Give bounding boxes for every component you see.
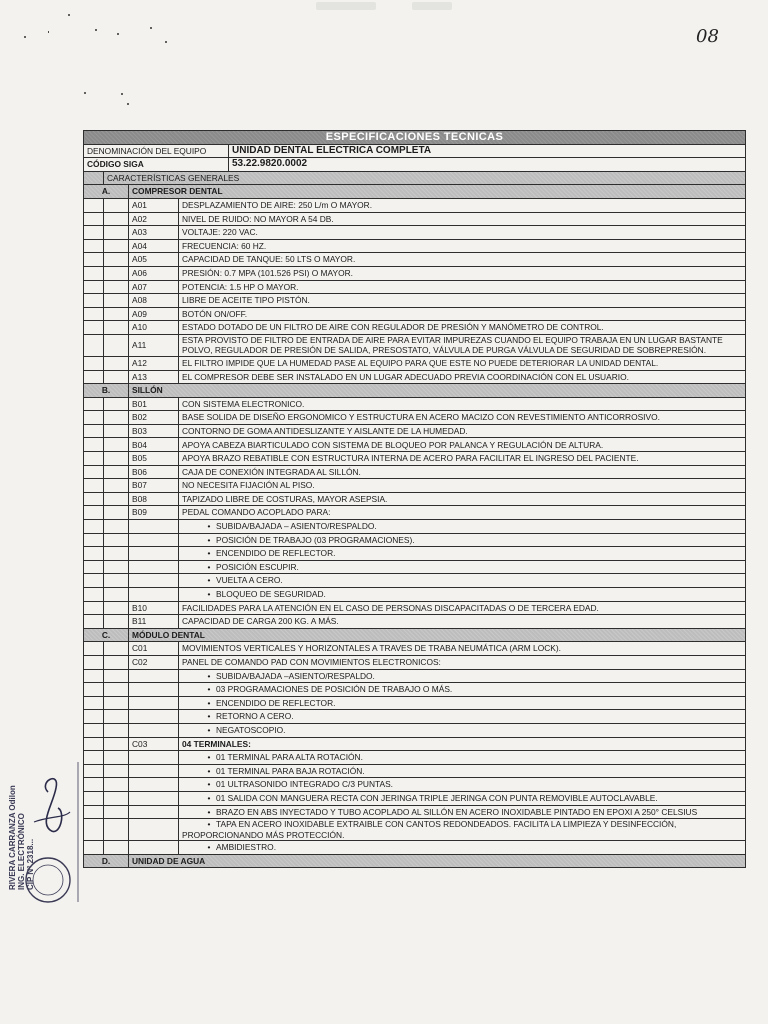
spec-item-row — [84, 751, 746, 765]
item-text-content: EL COMPRESOR DEBE SER INSTALADO EN UN LUGAR ADECUADO PREVIA COORDINACIÓN CON EL USUARIO. — [182, 371, 629, 382]
item-text-content: 01 TERMINAL PARA ALTA ROTACIÓN. — [216, 752, 363, 763]
item-text — [179, 334, 746, 356]
spec-item-row — [84, 778, 746, 792]
bullet-icon: • — [207, 561, 211, 572]
item-text — [179, 791, 746, 805]
item-text-content: CAPACIDAD DE TANQUE: 50 LTS O MAYOR. — [182, 254, 356, 265]
section-letter: D. — [84, 854, 129, 868]
item-code — [129, 588, 179, 602]
item-code: B02 — [129, 411, 179, 425]
item-text — [179, 479, 746, 493]
item-text — [179, 841, 746, 855]
spec-item-row — [84, 226, 746, 240]
item-code: A12 — [129, 356, 179, 370]
section-title: SILLÓN — [129, 384, 746, 398]
spec-item-row — [84, 642, 746, 656]
item-code: A13 — [129, 370, 179, 384]
section-row — [84, 854, 746, 868]
scan-speck — [150, 27, 152, 29]
item-text-content: 01 ULTRASONIDO INTEGRADO C/3 PUNTAS. — [216, 779, 393, 790]
item-code — [129, 791, 179, 805]
spec-item-row — [84, 723, 746, 737]
spec-item-row — [84, 601, 746, 615]
item-code — [129, 547, 179, 561]
item-text-content: LIBRE DE ACEITE TIPO PISTÓN. — [182, 295, 310, 306]
item-code: A03 — [129, 226, 179, 240]
item-text — [179, 615, 746, 629]
item-code — [129, 764, 179, 778]
item-text-content: POTENCIA: 1.5 HP O MAYOR. — [182, 281, 299, 292]
item-text — [179, 321, 746, 335]
item-text — [179, 805, 746, 819]
spec-item-row — [84, 520, 746, 534]
item-text-content: APOYA BRAZO REBATIBLE CON ESTRUCTURA INTERNA DE ACERO PARA FACILITAR EL INGRESO DEL PACIENTE. — [182, 453, 639, 464]
spec-item-row — [84, 212, 746, 226]
item-text-content: BLOQUEO DE SEGURIDAD. — [216, 589, 326, 600]
item-text — [179, 253, 746, 267]
spec-item-row — [84, 424, 746, 438]
spec-item-row — [84, 370, 746, 384]
siga-row — [84, 158, 746, 172]
item-text-content: SUBIDA/BAJADA –ASIENTO/RESPALDO. — [216, 670, 375, 681]
item-text-content: NEGATOSCOPIO. — [216, 724, 286, 735]
bullet-icon: • — [207, 575, 211, 586]
section-row — [84, 384, 746, 398]
item-text — [179, 723, 746, 737]
section-title: MÓDULO DENTAL — [129, 628, 746, 642]
spec-item-row — [84, 411, 746, 425]
item-text-content: NIVEL DE RUIDO: NO MAYOR A 54 DB. — [182, 213, 334, 224]
item-code: A05 — [129, 253, 179, 267]
scan-speck — [121, 93, 123, 95]
bullet-icon: • — [207, 670, 211, 681]
item-text — [179, 710, 746, 724]
spec-item-row — [84, 669, 746, 683]
item-code: B06 — [129, 465, 179, 479]
spec-item-row — [84, 356, 746, 370]
spec-item-row — [84, 710, 746, 724]
spec-item-row — [84, 683, 746, 697]
item-text — [179, 778, 746, 792]
table-title-row — [84, 131, 746, 145]
section-row — [84, 628, 746, 642]
item-code: B03 — [129, 424, 179, 438]
item-code: B09 — [129, 506, 179, 520]
item-text-content: EL FILTRO IMPIDE QUE LA HUMEDAD PASE AL EQUIPO PARA QUE ESTE NO PUEDE DETERIORAR LA UNIDAD DENTAL. — [182, 357, 659, 368]
item-text-content: ENCENDIDO DE REFLECTOR. — [216, 697, 336, 708]
item-text-content: RETORNO A CERO. — [216, 711, 294, 722]
section-title: COMPRESOR DENTAL — [129, 185, 746, 199]
item-text — [179, 642, 746, 656]
spec-item-row — [84, 737, 746, 751]
item-text — [179, 294, 746, 308]
bullet-icon: • — [207, 779, 211, 790]
spec-item-row — [84, 397, 746, 411]
item-text-content: VUELTA A CERO. — [216, 575, 283, 586]
item-text — [179, 424, 746, 438]
item-code: A02 — [129, 212, 179, 226]
bullet-icon: • — [207, 752, 211, 763]
spec-item-row — [84, 307, 746, 321]
item-text — [179, 212, 746, 226]
item-text — [179, 655, 746, 669]
item-text-content: BOTÓN ON/OFF. — [182, 308, 248, 319]
item-code: B08 — [129, 492, 179, 506]
item-code — [129, 710, 179, 724]
scan-speck — [24, 36, 26, 38]
item-text-content: VOLTAJE: 220 VAC. — [182, 227, 258, 238]
item-text-content: TAPA EN ACERO INOXIDABLE EXTRAIBLE CON CANTOS REDONDEADOS. FACILITA LA LIMPIEZA Y DESINFECCIÓN, PROPORCIONANDO MÁS PROTECCIÓN. — [182, 819, 677, 840]
bullet-icon: • — [207, 548, 211, 559]
spec-item-row — [84, 506, 746, 520]
spec-item-row — [84, 465, 746, 479]
spec-item-row — [84, 805, 746, 819]
spec-item-row — [84, 533, 746, 547]
item-text — [179, 411, 746, 425]
bullet-icon: • — [207, 819, 211, 830]
spec-item-row — [84, 321, 746, 335]
item-text — [179, 764, 746, 778]
item-code — [129, 520, 179, 534]
item-text — [179, 574, 746, 588]
scan-speck — [48, 31, 49, 33]
spec-item-row — [84, 819, 746, 841]
spec-item-row — [84, 560, 746, 574]
item-code: B11 — [129, 615, 179, 629]
item-code: A09 — [129, 307, 179, 321]
bullet-icon: • — [207, 806, 211, 817]
item-text-content: ENCENDIDO DE REFLECTOR. — [216, 548, 336, 559]
item-code — [129, 533, 179, 547]
bullet-icon: • — [207, 589, 211, 600]
scan-speck — [117, 33, 119, 35]
item-code: B05 — [129, 452, 179, 466]
item-code: A10 — [129, 321, 179, 335]
equipment-label: DENOMINACIÓN DEL EQUIPO — [84, 144, 229, 158]
item-text — [179, 533, 746, 547]
bullet-icon: • — [207, 684, 211, 695]
item-text-content: TAPIZADO LIBRE DE COSTURAS, MAYOR ASEPSIA. — [182, 493, 388, 504]
section-letter: B. — [84, 384, 129, 398]
bleed-through-mark — [316, 2, 376, 10]
item-text-content: 03 PROGRAMACIONES DE POSICIÓN DE TRABAJO O MÁS. — [216, 684, 453, 695]
item-code: A11 — [129, 334, 179, 356]
item-code: C02 — [129, 655, 179, 669]
item-text — [179, 696, 746, 710]
item-text — [179, 588, 746, 602]
item-code — [129, 683, 179, 697]
spec-item-row — [84, 655, 746, 669]
item-text — [179, 520, 746, 534]
item-text — [179, 547, 746, 561]
item-text — [179, 465, 746, 479]
item-text — [179, 280, 746, 294]
spec-item-row — [84, 438, 746, 452]
item-code: C01 — [129, 642, 179, 656]
siga-label: CÓDIGO SIGA — [84, 158, 229, 172]
item-text-content: POSICIÓN DE TRABAJO (03 PROGRAMACIONES). — [216, 534, 415, 545]
item-code — [129, 723, 179, 737]
section-letter: C. — [84, 628, 129, 642]
general-heading-row — [84, 171, 746, 185]
spec-item-row — [84, 266, 746, 280]
item-text-content: CONTORNO DE GOMA ANTIDESLIZANTE Y AISLANTE DE LA HUMEDAD. — [182, 425, 468, 436]
item-text — [179, 198, 746, 212]
item-text-content: PANEL DE COMANDO PAD CON MOVIMIENTOS ELECTRONICOS: — [182, 657, 441, 668]
item-text-content: ESTADO DOTADO DE UN FILTRO DE AIRE CON REGULADOR DE PRESIÓN Y MANÓMETRO DE CONTROL. — [182, 322, 604, 333]
item-code: A06 — [129, 266, 179, 280]
item-text — [179, 356, 746, 370]
item-code: A07 — [129, 280, 179, 294]
item-text-content: CAPACIDAD DE CARGA 200 KG. A MÁS. — [182, 616, 339, 627]
item-code — [129, 778, 179, 792]
bullet-icon: • — [207, 765, 211, 776]
item-code: B04 — [129, 438, 179, 452]
item-code: B07 — [129, 479, 179, 493]
item-text — [179, 737, 746, 751]
item-text-content: BRAZO EN ABS INYECTADO Y TUBO ACOPLADO AL SILLÓN EN ACERO INOXIDABLE PINTADO EN EPOXI A 250° CELSIUS — [216, 806, 698, 817]
item-code — [129, 669, 179, 683]
stamp-line: ING. ELECTRÓNICO — [17, 813, 26, 890]
item-code — [129, 696, 179, 710]
item-text — [179, 307, 746, 321]
item-text-content: SUBIDA/BAJADA – ASIENTO/RESPALDO. — [216, 521, 377, 532]
bullet-icon: • — [207, 842, 211, 853]
item-text — [179, 226, 746, 240]
item-code — [129, 805, 179, 819]
item-text-content: CON SISTEMA ELECTRONICO. — [182, 398, 305, 409]
item-text-content: FRECUENCIA: 60 HZ. — [182, 240, 267, 251]
spec-item-row — [84, 479, 746, 493]
item-code: C03 — [129, 737, 179, 751]
spec-item-row — [84, 239, 746, 253]
scan-speck — [68, 14, 70, 16]
item-text-content: NO NECESITA FIJACIÓN AL PISO. — [182, 480, 315, 491]
stamp-line: RIVERA CARRANZA Odilon — [8, 785, 17, 890]
item-text — [179, 751, 746, 765]
equipment-row — [84, 144, 746, 158]
item-text — [179, 438, 746, 452]
item-code: A08 — [129, 294, 179, 308]
item-text-content: FACILIDADES PARA LA ATENCIÓN EN EL CASO DE PERSONAS DISCAPACITADAS O DE TERCERA EDAD. — [182, 602, 599, 613]
item-text-content: DESPLAZAMIENTO DE AIRE: 250 L/m O MAYOR. — [182, 200, 373, 211]
spec-item-row — [84, 696, 746, 710]
stamp-line: CIP N° 2318... — [26, 838, 35, 890]
bullet-icon: • — [207, 534, 211, 545]
spec-item-row — [84, 294, 746, 308]
item-text-content: MOVIMIENTOS VERTICALES Y HORIZONTALES A TRAVES DE TRABA NEUMÁTICA (ARM LOCK). — [182, 643, 561, 654]
item-text-content: ESTA PROVISTO DE FILTRO DE ENTRADA DE AIRE PARA EVITAR IMPUREZAS CUANDO EL EQUIPO TRABAJA EN UN LUGAR BASTANTE POLVO, REGULADOR DE PRESIÓN DE SALIDA, PRESOSTATO, VÁLVULA DE PURGA VÁLVULA DE SEGURIDAD DE SOBREPRESIÓN. — [182, 334, 723, 356]
spec-item-row — [84, 452, 746, 466]
item-text-content: CAJA DE CONEXIÓN INTEGRADA AL SILLÓN. — [182, 466, 361, 477]
item-code: B10 — [129, 601, 179, 615]
scan-speck — [165, 41, 167, 43]
spec-item-row — [84, 588, 746, 602]
item-text — [179, 506, 746, 520]
item-code — [129, 751, 179, 765]
spec-item-row — [84, 574, 746, 588]
item-text — [179, 669, 746, 683]
scan-speck — [127, 103, 129, 105]
bullet-icon: • — [207, 792, 211, 803]
item-text — [179, 492, 746, 506]
item-text-content: BASE SOLIDA DE DISEÑO ERGONOMICO Y ESTRUCTURA EN ACERO MACIZO CON REVESTIMIENTO ANTICORROSIVO. — [182, 412, 660, 423]
item-code — [129, 574, 179, 588]
item-code: B01 — [129, 397, 179, 411]
bullet-icon: • — [207, 521, 211, 532]
item-text — [179, 266, 746, 280]
spec-item-row — [84, 547, 746, 561]
item-text — [179, 397, 746, 411]
table-title: ESPECIFICACIONES TECNICAS — [84, 131, 746, 145]
item-text — [179, 601, 746, 615]
spec-item-row — [84, 198, 746, 212]
bullet-icon: • — [207, 711, 211, 722]
item-text — [179, 560, 746, 574]
item-text — [179, 452, 746, 466]
bleed-through-mark — [412, 2, 452, 10]
item-text-content: 01 SALIDA CON MANGUERA RECTA CON JERINGA TRIPLE JERINGA CON PUNTA REMOVIBLE AUTOCLAVABLE. — [216, 792, 658, 803]
item-text-content: POSICIÓN ESCUPIR. — [216, 561, 299, 572]
scan-speck — [95, 29, 97, 31]
item-text — [179, 239, 746, 253]
spec-item-row — [84, 615, 746, 629]
item-text — [179, 683, 746, 697]
section-letter: A. — [84, 185, 129, 199]
item-text-content: AMBIDIESTRO. — [216, 842, 277, 853]
spec-item-row — [84, 841, 746, 855]
item-text-content: 01 TERMINAL PARA BAJA ROTACIÓN. — [216, 765, 365, 776]
item-code — [129, 560, 179, 574]
item-text-content: APOYA CABEZA BIARTICULADO CON SISTEMA DE BLOQUEO POR PALANCA Y REGULACIÓN DE ALTURA. — [182, 439, 604, 450]
item-text-content: 04 TERMINALES: — [182, 738, 251, 749]
spec-item-row — [84, 280, 746, 294]
spec-item-row — [84, 791, 746, 805]
page-number: 08 — [696, 26, 719, 47]
item-text-content: PEDAL COMANDO ACOPLADO PARA: — [182, 507, 331, 518]
equipment-value: UNIDAD DENTAL ELECTRICA COMPLETA — [229, 144, 746, 158]
item-code: A01 — [129, 198, 179, 212]
siga-value: 53.22.9820.0002 — [229, 158, 746, 172]
bullet-icon: • — [207, 724, 211, 735]
stamp-text — [8, 785, 138, 890]
general-heading: CARACTERÍSTICAS GENERALES — [104, 171, 746, 185]
item-text — [179, 819, 746, 841]
bullet-icon: • — [207, 697, 211, 708]
specifications-table — [83, 130, 746, 868]
section-title: UNIDAD DE AGUA — [129, 854, 746, 868]
item-code: A04 — [129, 239, 179, 253]
item-text — [179, 370, 746, 384]
spec-item-row — [84, 253, 746, 267]
spec-item-row — [84, 492, 746, 506]
spec-item-row — [84, 764, 746, 778]
spec-item-row — [84, 334, 746, 356]
scan-speck — [84, 92, 86, 94]
section-row — [84, 185, 746, 199]
item-text-content: PRESIÓN: 0.7 MPA (101.526 PSI) O MAYOR. — [182, 267, 353, 278]
